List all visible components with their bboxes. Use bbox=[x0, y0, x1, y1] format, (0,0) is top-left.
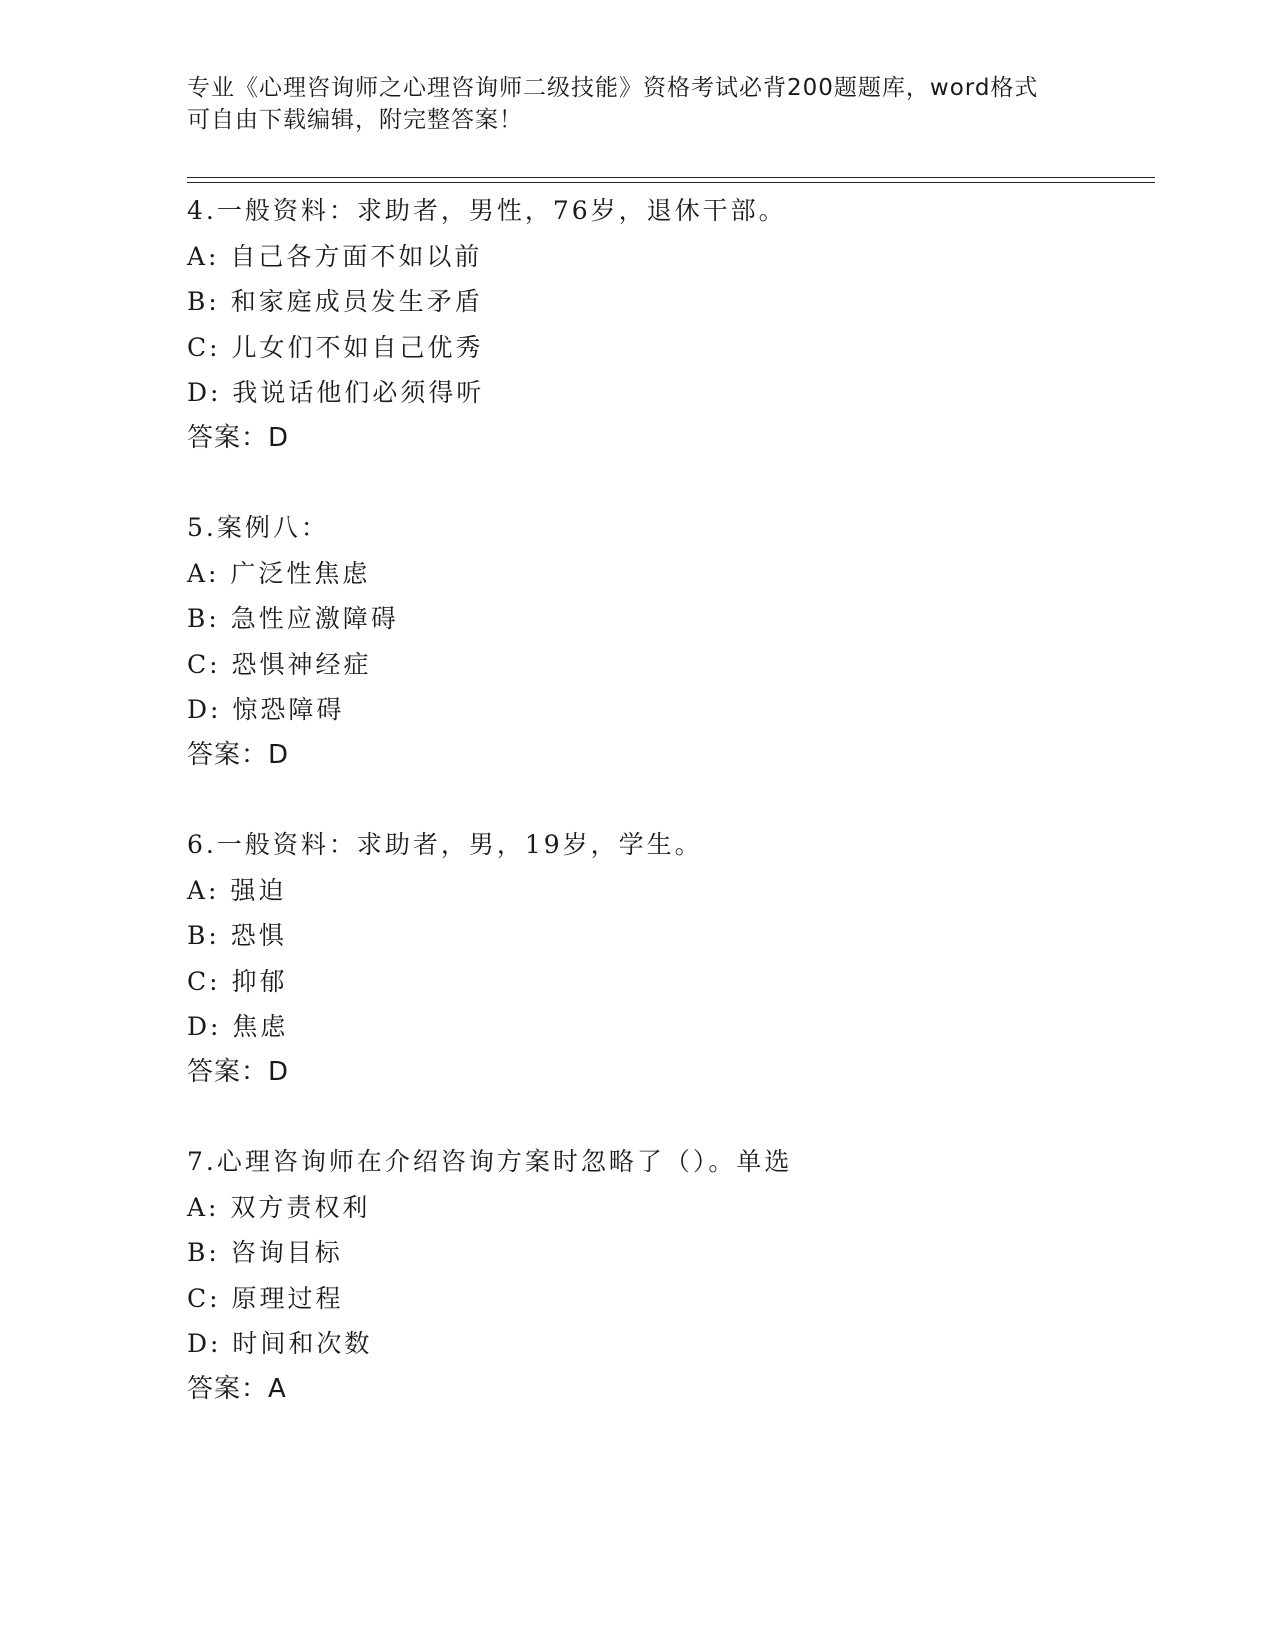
option-b: B: 和家庭成员发生矛盾 bbox=[187, 287, 483, 316]
option-c: C: 恐惧神经症 bbox=[187, 649, 372, 679]
option-d: D: 时间和次数 bbox=[187, 1329, 373, 1358]
option-c: C: 儿女们不如自己优秀 bbox=[187, 332, 484, 362]
answer-text: 答案：A bbox=[187, 1373, 287, 1404]
question-spacer bbox=[187, 461, 1147, 505]
option-c: C: 原理过程 bbox=[187, 1283, 344, 1313]
option-b: B: 恐惧 bbox=[187, 921, 287, 950]
question-spacer bbox=[187, 1095, 1147, 1139]
question-7 bbox=[187, 1139, 1147, 1412]
header-line-1: 专业《心理咨询师之心理咨询师二级技能》资格考试必背200题题库，word格式 bbox=[187, 75, 1039, 101]
option-d: D: 惊恐障碍 bbox=[187, 695, 345, 724]
option-b: B: 咨询目标 bbox=[187, 1238, 343, 1267]
header-line-2: 可自由下载编辑，附完整答案！ bbox=[187, 107, 523, 133]
question-stem: 7.心理咨询师在介绍咨询方案时忽略了（）。单选 bbox=[187, 1147, 793, 1176]
document-header bbox=[187, 72, 1067, 136]
question-stem: 4.一般资料：求助者，男性，76岁，退休干部。 bbox=[187, 196, 787, 225]
question-stem: 6.一般资料：求助者，男，19岁，学生。 bbox=[187, 830, 703, 859]
option-a: A: 强迫 bbox=[187, 875, 287, 905]
header-divider-top bbox=[187, 177, 1155, 178]
answer-text: 答案：D bbox=[187, 1056, 290, 1087]
question-4 bbox=[187, 188, 1147, 461]
option-a: A: 双方责权利 bbox=[187, 1192, 371, 1222]
header-divider-bottom bbox=[187, 182, 1155, 183]
option-d: D: 我说话他们必须得听 bbox=[187, 378, 485, 407]
answer-text: 答案：D bbox=[187, 739, 290, 770]
question-list bbox=[187, 188, 1147, 1412]
answer-text: 答案：D bbox=[187, 422, 290, 453]
option-a: A: 自己各方面不如以前 bbox=[187, 241, 483, 271]
option-c: C: 抑郁 bbox=[187, 966, 288, 996]
question-stem: 5.案例八： bbox=[187, 513, 329, 542]
option-a: A: 广泛性焦虑 bbox=[187, 558, 371, 588]
option-b: B: 急性应激障碍 bbox=[187, 604, 399, 633]
question-6 bbox=[187, 822, 1147, 1095]
option-d: D: 焦虑 bbox=[187, 1012, 289, 1041]
question-5 bbox=[187, 505, 1147, 778]
question-spacer bbox=[187, 778, 1147, 822]
